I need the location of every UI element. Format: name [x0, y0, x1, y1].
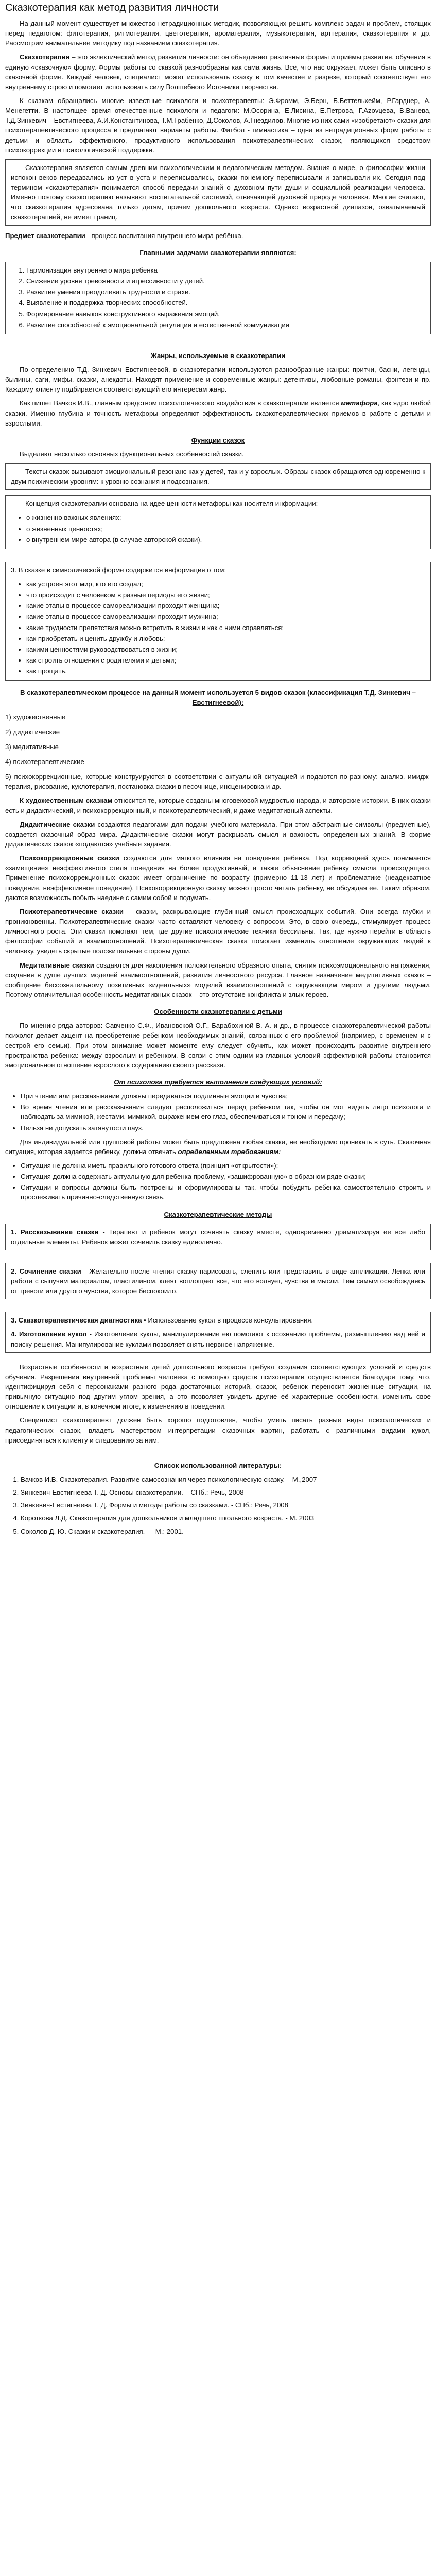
classification-list — [5, 712, 431, 767]
classification-heading: В сказкотерапевтическом процессе на данный момент используется 5 видов сказок (классификация Т.Д. Зинкевич – Евстигнеевой): — [20, 689, 416, 707]
method-3-4-box — [5, 1312, 431, 1352]
list-item: • Во время чтения или рассказывания следует расположиться перед ребенком так, чтобы он мог видеть лицо психолога и наблюдать за мимикой, жестами, мимикой, выражением его глаз, обеспечиваться и тоном и передачу; — [21, 1102, 431, 1122]
definition-term: Сказкотерапия — [20, 53, 70, 61]
conclusion-paragraph-2: Специалист сказкотерапевт должен быть хорошо подготовлен, чтобы уметь писать разные виды психологических и педагогических сказок, владеть мастерством интерпретации сказочных картин, работать с различными видами кукол, присоединяться к клиенту и следованию за ним. — [5, 1416, 431, 1444]
list-item: • какие этапы в процессе самореализации проходит мужчина; — [26, 612, 425, 621]
psychother-tales-paragraph — [5, 907, 431, 956]
method-term: 2. Сочинение сказки — [11, 1267, 81, 1275]
conclusion-paragraph-1: Возрастные особенности и возрастные детей дошкольного возраста требуют создания соответствующих условий и средств обучения. Разрешения внутренней проблемы человека с помощью средств психотерапии осуществляется благодаря тому, что, идентифицируя себя с персонажами разного рода достаточных историй, сказок, ребенок переносит жизненные ситуации, на привычную ситуацию под другим углом зрения, а это позволяет увидеть другие её характерные особенности, изменить свое отношение к ситуации и, в конечном итоге, к изменению в поведении. — [5, 1363, 431, 1411]
list-item: 3) медитативные — [5, 742, 59, 751]
list-item: 1. Вачков И.В. Сказкотерапия. Развитие самосознания через психологическую сказку. – М.,2007 — [21, 1475, 431, 1484]
genres-text-c: , как ядро любой сказки. Именно глубина и точность метафоры определяют эффективность сказкотерапевтических приемов в работе с детьми и взрослыми. — [5, 399, 431, 427]
function-3-list — [11, 579, 425, 676]
list-item: • При чтении или рассказывании должны передаваться подлинные эмоции и чувства; — [21, 1091, 431, 1101]
method-4 — [11, 1329, 425, 1349]
method-2 — [11, 1266, 425, 1296]
list-item: 5. Соколов Д. Ю. Сказки и сказкотерапия. — М.: 2001. — [21, 1527, 431, 1536]
tasks-heading: Главными задачами сказкотерапии являются: — [139, 248, 297, 257]
method-text: - Терапевт и ребенок могут сочинять сказку вместе, одновременно драматизируя ее все либо отдельные элементы. Ребенок может сочинить сказку единолично. — [11, 1228, 426, 1246]
methods-heading: Сказкотерапевтические методы — [164, 1210, 272, 1218]
list-item: • Ситуации и вопросы должны быть построены и сформулированы так, чтобы побудить ребенка самостоятельно строить и прослеживать причинно-следственную связь. — [21, 1182, 431, 1202]
requirements-list — [5, 1091, 431, 1133]
individual-list — [5, 1161, 431, 1202]
genres-text-a: Как пишет Вачков И.В., главным средством психологического воздействия в сказкотерапии является — [20, 399, 341, 408]
list-item: 1) художественные — [5, 713, 66, 721]
art-tales-paragraph — [5, 795, 431, 815]
method-term: 4. Изготовление кукол — [11, 1330, 87, 1338]
subject-text: - процесс воспитания внутреннего мира ребёнка. — [85, 231, 243, 240]
features-heading: Особенности сказкотерапии с детьми — [154, 1008, 282, 1016]
list-item: • о жизненно важных явлениях; — [26, 513, 425, 522]
list-item: • какими ценностями руководствоваться в жизни; — [26, 645, 425, 654]
intro-box — [5, 159, 431, 226]
function-3-text: 3. В сказке в символической форме содержится информация о том: — [11, 566, 226, 574]
list-item: • Ситуация должна содержать актуальную для ребенка проблему, «зашифрованную» в образном ряде сказки; — [21, 1172, 431, 1181]
method-1-box — [5, 1224, 431, 1250]
method-text: - Изготовление куклы, манипулирование ею помогают к осознанию проблемы, размышлению над ней и поиску решения. Манипулирование куклами позволяет снять нервное напряжение. — [11, 1330, 425, 1348]
genres-paragraph-1: По определению Т.Д. Зинкевич–Евстигнеевой, в сказкотерапии используются разнообразные жанры: притчи, басни, легенды, былины, саги, мифы, сказки, анекдоты. Находят применение и современные жанры: детективы, любовные романы, фэнтези и пр. Каждому клиенту подбирается соответствующий его интересам жанр. — [5, 365, 431, 394]
method-text: - Желательно после чтения сказку нарисовать, слепить или представить в виде аппликации. Лепка или работа с сыпучим материалом, пластилином, клеят воплощает все, что его волнует, чувства и мысли. Тем самым освобождаясь от тревоги или другого чувства, которое беспокоило. — [11, 1267, 425, 1295]
list-item: • о жизненных ценностях; — [26, 524, 425, 534]
method-term: 3. Сказкотерапевтическая диагностика — [11, 1316, 142, 1325]
meditative-tales-term: Медитативные сказки — [20, 961, 94, 969]
psychocorr-tales-paragraph — [5, 853, 431, 903]
features-paragraph: По мнению ряда авторов: Савченко С.Ф., Ивановской О.Г., Барабохиной В. А. и др., в процессе сказкотерапевтической работы психолог делает акцент на преобретение ребенком необходимых знаний, связанных с его проблемой (например, с временем и с сестрой его семьи). При этом внимание может моменте ему следует обучить, как может происходить развитие внутреннего пространства ребенка: между взрослым и ребенком. В связи с этим одним из главных условий эффективной работы становится эмоциональное отношение взрослого к содержанию своего рассказа. — [5, 1022, 431, 1069]
psychocorr-tales-term: Психокоррекционные сказки — [20, 854, 119, 862]
list-item: • о внутреннем мире автора (в случае авторской сказки). — [26, 535, 425, 545]
functions-heading: Функции сказок — [191, 436, 245, 444]
subject-paragraph — [5, 231, 431, 241]
function-2-text: Концепция сказкотерапии основана на идее ценности метафоры как носителя информации: — [25, 500, 318, 508]
method-3 — [11, 1315, 425, 1325]
literature-heading: Список использованной литературы: — [154, 1461, 282, 1469]
psychocorr-tales-text: создаются для мягкого влияния на поведение ребенка. Под коррекцией здесь понимается «замещение» неэффективного стиля поведения на более продуктивный, а также объяснение ребенку смысла происходящего. Применение психокоррекционных сказок имеет ограничение по возрасту (примерно 11-13 лет) и проблематике (неадекватное поведение, неэффективное поведение). Психокоррекционную сказку можно просто читать ребенку, не обсуждая ее. Таким образом, даются возможность побыть наедине с самим собой и подумать. — [5, 854, 431, 902]
list-item: 4. Выявление и поддержка творческих способностей. — [26, 298, 425, 308]
list-item: 2) дидактические — [5, 727, 60, 736]
method-text: • Использование кукол в процессе консультирования. — [142, 1316, 313, 1325]
list-item: 3. Развитие умения преодолевать трудности и страхи. — [26, 287, 425, 297]
list-item: • Ситуация не должна иметь правильного готового ответа (принцип «открытости»); — [21, 1161, 431, 1171]
list-item: 3. Зинкевич-Евстигнеева Т. Д. Формы и методы работы со сказками. - СПб.: Речь, 2008 — [21, 1500, 431, 1510]
method-2-box — [5, 1263, 431, 1299]
list-item: 4) психотерапевтические — [5, 758, 84, 766]
function-1-text: Тексты сказок вызывают эмоциональный резонанс как у детей, так и у взрослых. Образы сказок обращаются одновременно к двум психическим уровням: к уровню сознания и подсознания. — [11, 468, 425, 486]
function-2-list — [11, 513, 425, 544]
definition-paragraph — [5, 52, 431, 92]
requirements-heading: От психолога требуется выполнение следующих условий: — [114, 1078, 322, 1086]
psychother-tales-text: – сказки, раскрывающие глубинный смысл происходящих событий. Они всегда глубки и проникновенны. Психотерапевтические сказки часто оставляют человеку с вопросом. Это, в свою очередь, стимулирует процесс личностного роста. Эти сказки помогают тем, где другие психологические техники бессильны. Так, где нужно перейти в область философии событий и взаимоотношений. Психотерапевтическая сказка помогает изменить отношение окружающих людей к человеку, увидеть скрытые положительные стороны души. — [5, 907, 431, 955]
individual-paragraph — [5, 1137, 431, 1157]
didactic-tales-text: создаются педагогами для подачи учебного материала. При этом абстрактные символы (предметные), создается сказочный образ мира. Дидактические сказки могут раскрывать смысл и важность определенных знаний. В форме дидактических сказок «подаются» учебные задания. — [5, 820, 431, 848]
function-2-box — [5, 495, 431, 549]
requirements-term: определенным требованиям: — [178, 1147, 281, 1156]
meditative-tales-paragraph — [5, 960, 431, 1000]
list-item: • как устроен этот мир, кто его создал; — [26, 579, 425, 589]
art-tales-term: К художественным сказкам — [20, 796, 113, 805]
genres-heading: Жанры, используемые в сказкотерапии — [150, 351, 286, 360]
page-title: Сказкотерапия как метод развития личности — [5, 2, 219, 13]
tasks-box — [5, 262, 431, 334]
psychother-tales-term: Психотерапевтические сказки — [20, 907, 124, 916]
function-1-box — [5, 463, 431, 490]
list-item: 5. Формирование навыков конструктивного выражения эмоций. — [26, 309, 425, 319]
list-item: 2. Зинкевич-Евстигнеева Т. Д. Основы сказкотерапии. – СПб.: Речь, 2008 — [21, 1487, 431, 1497]
psychocorrection-paragraph: 5) психокоррекционные, которые конструируются в соответствии с актуальной ситуацией и подаются по-разному: анализ, имидж-терапия, рисование, куклотерапия, постановка сказки в песочнице, инсценировка и др. — [5, 773, 431, 791]
list-item: 4. Короткова Л.Д. Сказкотерапия для дошкольников и младшего школьного возраста. - М. 2003 — [21, 1513, 431, 1523]
list-item: 2. Снижение уровня тревожности и агрессивности у детей. — [26, 276, 425, 286]
individual-text: Для индивидуальной или групповой работы может быть предложена любая сказка, не необходимо проникать в суть. Сказочная ситуация, которая задается ребенку, должна отвечать — [5, 1138, 431, 1156]
tasks-list — [11, 265, 425, 330]
art-tales-text: относится те, которые созданы многовековой мудростью народа, и авторские истории. В них сказки есть и дидактический, и психокоррекционный, и психотерапевтический, и даже медитативный аспекты. — [5, 796, 431, 815]
function-3-box — [5, 562, 431, 681]
list-item: • какие трудности препятствия можно встретить в жизни и как с ними справляться; — [26, 623, 425, 633]
list-item: • как строить отношения с родителями и детьми; — [26, 655, 425, 665]
list-item: • какие этапы в процессе самореализации проходит женщина; — [26, 601, 425, 611]
didactic-tales-term: Дидактические сказки — [20, 820, 95, 828]
definition-text: – это эклектический метод развития личности: он объединяет различные формы и приёмы развития, обучения в единую «сказочную» форму. Формы работы со сказкой разнообразны как сама жизнь. Всё, что нас окружает, может быть описано в сказочной форме. Каждый человек, специалист может использовать сказку в том качестве и разрезе, который соответствует его внутреннему строю и помогает использовать силу Волшебного Источника творчества. — [5, 53, 431, 91]
metaphor-term: метафора — [341, 399, 378, 408]
method-1 — [11, 1227, 425, 1247]
method-term: 1. Рассказывание сказки — [11, 1228, 99, 1236]
genres-paragraph-2 — [5, 398, 431, 428]
list-item: • как прощать. — [26, 666, 425, 676]
list-item: • как приобретать и ценить дружбу и любовь; — [26, 634, 425, 643]
didactic-tales-paragraph — [5, 820, 431, 849]
boxed-paragraph: Сказкотерапия является самым древним психологическим и педагогическим методом. Знания о мире, о философии жизни испокон веков передавались из уст в уста и переписывались, сказки понемногу переписывали и записывали их. Сегодня под термином «сказкотерапия» понимается способ передачи знаний о духовном пути души и социальной реализации человека. Именно поэтому сказкотерапию называют воспитательной системой, отвечающей духовной природе человека. Многие считают, что сказкотерапия адресована только детям, причем дошкольного возраста. Однако возрастной диапазон, охватываемый сказкотерапией, не имеет границ. — [11, 163, 425, 221]
literature-list — [5, 1475, 431, 1536]
meditative-tales-text: создаются для накопления положительного образного опыта, снятия психоэмоционального напряжения, создания в душе лучших моделей взаимоотношений, развития личностного ресурса. Главное назначение медитативных сказок – сообщение бессознательному позитивных «идеальных» моделей взаимоотношений с окружающим миром и другими людьми. Поэтому отличительная особенность медитативных сказок – это отсутствие конфликта и злых героев. — [5, 961, 431, 998]
list-item: • что происходит с человеком в разные периоды его жизни; — [26, 590, 425, 600]
list-item: 1. Гармонизация внутреннего мира ребенка — [26, 265, 425, 275]
list-item: 6. Развитие способностей к эмоциональной регуляции и естественной коммуникации — [26, 320, 425, 330]
subject-label: Предмет сказкотерапии — [5, 231, 85, 240]
functions-intro: Выделяют несколько основных функциональных особенностей сказки. — [20, 450, 244, 458]
intro-paragraph: На данный момент существует множество нетрадиционных методик, позволяющих решить комплекс задач и проблем, стоящих перед педагогом: фитотерапия, ритмотерапия, цветотерапия, ароматерапия, музыкотерапия, арттерапия, сказкотерапия и др. Рассмотрим внимательнее методику под названием сказкотерапия. — [5, 20, 431, 47]
history-paragraph: К сказкам обращались многие известные психологи и психотерапевты: Э.Фромм, Э.Берн, Б.Беттельхейм, Р.Гарднер, А. Менегетти. В настоящее время отечественные психологи и педагоги: М.Осорина, Е.Лисина, Е.Петрова, Г.Azovцева, В.Ванева, Т.Д.Зинкевич – Евстигнеева, А.И.Константинова, Т.М.Грабенко, Д.Соколов, А.Гнездилов. Многие из них сами «изобретают» сказки для психотерапевтического процесса и предлагают варианты работы. Фитбол - гимнастика – одна из нетрадиционных форм работы с детьми и область эффективного, продуктивного использования психотерапевтических сказок, являющихся средством психокоррекции и психологической поддержки. — [5, 96, 431, 154]
list-item: • Нельзя ни допускать затянутости пауз. — [21, 1123, 431, 1133]
